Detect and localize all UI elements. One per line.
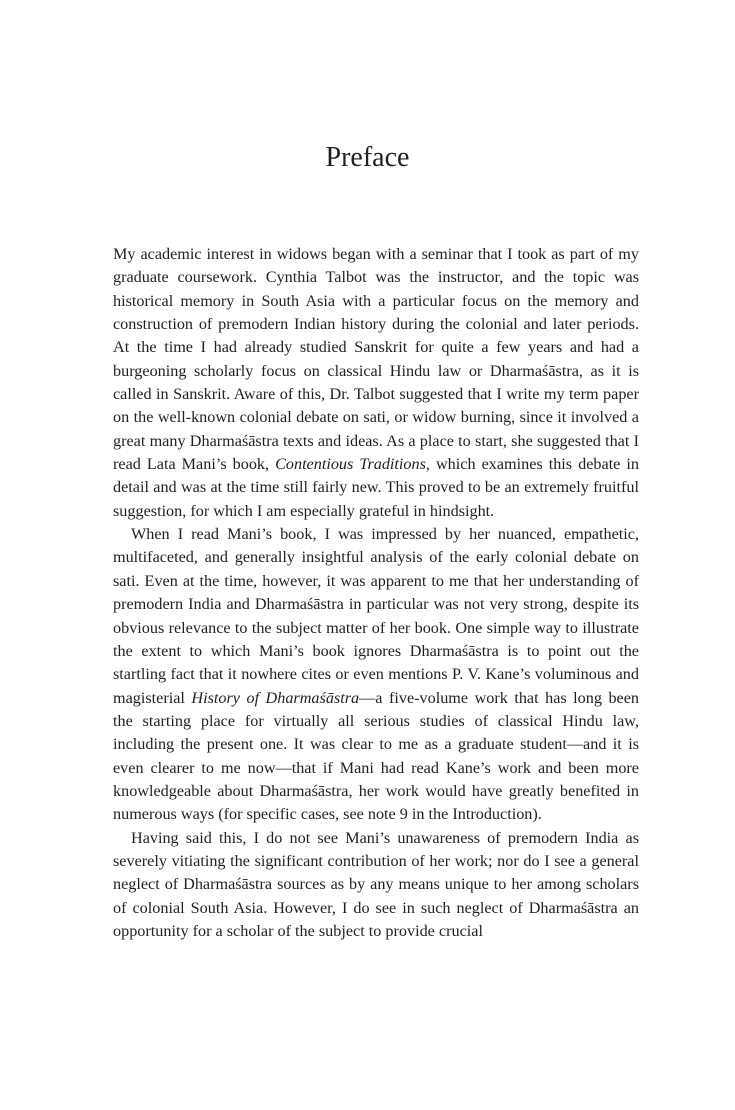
paragraph-text: When I read Mani’s book, I was impressed by her nuanced, empathetic, multifaceted, and generally insightful analysis of the early colonial debate on sati. Even at the time, however, it was apparent to me that her understanding of premodern India and Dharmaśāstra in particular was not very strong, despite its obvious relevance to the subject matter of her book. One simple way to illustrate the extent to which Mani’s book ignores Dharmaśāstra is to point out the startling fact that it nowhere cites or even mentions P. V. Kane’s voluminous and magisterial xyxy=(113,525,639,707)
book-title: History of Dharmaśāstra xyxy=(191,688,360,707)
paragraph xyxy=(113,243,639,523)
paragraph-text: Having said this, I do not see Mani’s unawareness of premodern India as severely vitiating the significant contribution of her work; nor do I see a general neglect of Dharmaśāstra sources as by any means unique to her among scholars of colonial South Asia. However, I do see in such neglect of Dharmaśāstra an opportunity for a scholar of the subject to provide crucial xyxy=(113,828,639,940)
book-title: Contentious Traditions xyxy=(275,455,426,474)
paragraph xyxy=(113,827,639,944)
body-text xyxy=(113,243,639,943)
paragraph xyxy=(113,523,639,826)
paragraph-text: My academic interest in widows began with a seminar that I took as part of my graduate coursework. Cynthia Talbot was the instructor, and the topic was historical memory in South Asia with a particular focus on the memory and construction of premodern Indian history during the colonial and later periods. At the time I had already studied Sanskrit for quite a few years and had a burgeoning scholarly focus on classical Hindu law or Dharmaśāstra, as it is called in Sanskrit. Aware of this, Dr. Talbot suggested that I write my term paper on the well-known colonial debate on sati, or widow burning, since it involved a great many Dharmaśāstra texts and ideas. As a place to start, she suggested that I read Lata Mani’s book, xyxy=(113,245,639,474)
page-title: Preface xyxy=(325,142,410,173)
paragraph-text: , which examines this debate in detail and was at the time still fairly new. This proved to be an extremely fruitful suggestion, for which I am especially grateful in hindsight. xyxy=(113,455,639,520)
paragraph-text: —a five-volume work that has long been the starting place for virtually all serious studies of classical Hindu law, including the present one. It was clear to me as a graduate student—and it is even clearer to me now—that if Mani had read Kane’s work and been more knowledgeable about Dharmaśāstra, her work would have greatly benefited in numerous ways (for specific cases, see note 9 in the Introduction). xyxy=(113,688,639,824)
